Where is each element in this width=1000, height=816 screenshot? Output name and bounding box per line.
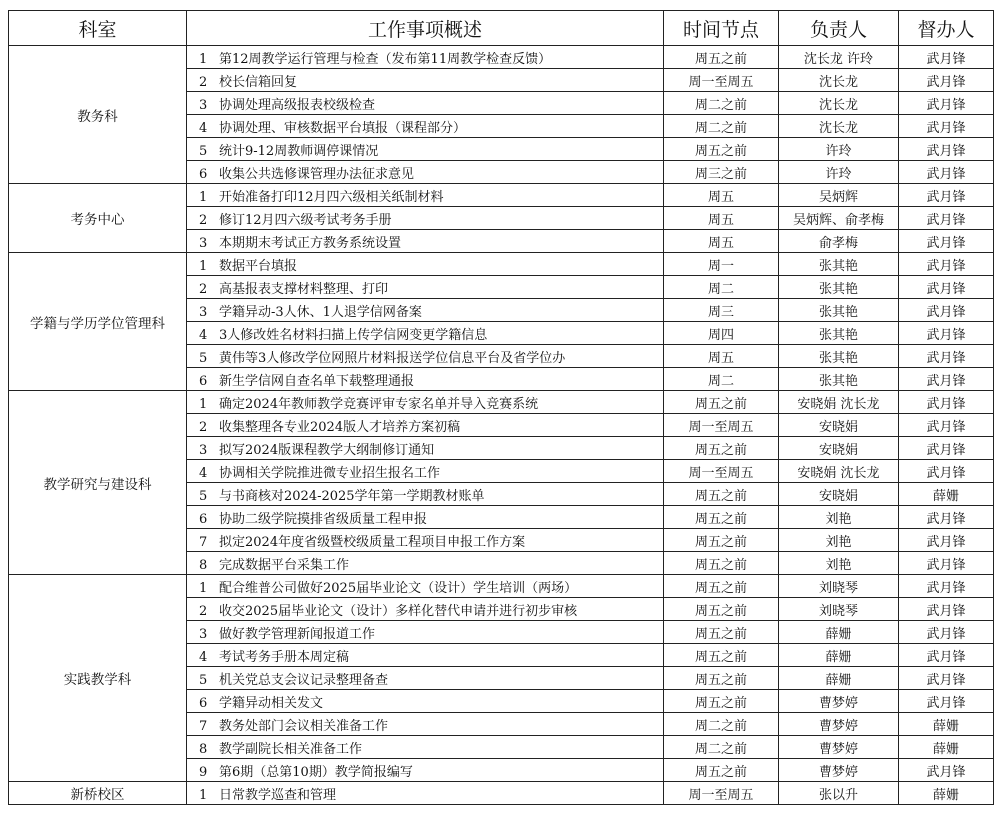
header-owner: 负责人: [779, 11, 899, 46]
task-cell: [187, 46, 664, 69]
owner-cell: 俞孝梅: [779, 230, 899, 253]
task-cell: [187, 667, 664, 690]
owner-cell: 张其艳: [779, 299, 899, 322]
department-cell: 考务中心: [9, 184, 187, 253]
supervisor-cell: 武月锋: [899, 345, 994, 368]
time-cell: 周一至周五: [664, 414, 779, 437]
supervisor-cell: 武月锋: [899, 644, 994, 667]
task-cell: [187, 69, 664, 92]
supervisor-cell: 薛姗: [899, 782, 994, 805]
task-text: 黄伟等3人修改学位网照片材料报送学位信息平台及省学位办: [219, 350, 566, 366]
supervisor-cell: 武月锋: [899, 276, 994, 299]
task-cell: [187, 437, 664, 460]
time-cell: 周五: [664, 345, 779, 368]
task-cell: [187, 138, 664, 161]
task-number: 1: [199, 396, 208, 412]
time-cell: 周五之前: [664, 644, 779, 667]
owner-cell: 许玲: [779, 161, 899, 184]
supervisor-cell: 武月锋: [899, 506, 994, 529]
owner-cell: 刘晓琴: [779, 598, 899, 621]
owner-cell: 安晓娟 沈长龙: [779, 460, 899, 483]
supervisor-cell: 武月锋: [899, 46, 994, 69]
header-supervisor: 督办人: [899, 11, 994, 46]
time-cell: 周五之前: [664, 506, 779, 529]
time-cell: 周五之前: [664, 690, 779, 713]
owner-cell: 许玲: [779, 138, 899, 161]
time-cell: 周五之前: [664, 391, 779, 414]
task-number: 8: [199, 557, 208, 573]
time-cell: 周一: [664, 253, 779, 276]
supervisor-cell: 武月锋: [899, 299, 994, 322]
task-text: 完成数据平台采集工作: [219, 557, 350, 573]
task-number: 2: [199, 212, 208, 228]
owner-cell: 吴炳辉: [779, 184, 899, 207]
task-number: 2: [199, 74, 208, 90]
task-cell: [187, 690, 664, 713]
task-text: 教务处部门会议相关准备工作: [219, 718, 389, 734]
time-cell: 周五之前: [664, 598, 779, 621]
task-text: 学籍异动相关发文: [219, 695, 324, 711]
owner-cell: 张其艳: [779, 322, 899, 345]
task-text: 校长信箱回复: [219, 74, 298, 90]
time-cell: 周二之前: [664, 713, 779, 736]
table-row: [9, 253, 994, 276]
owner-cell: 沈长龙: [779, 92, 899, 115]
task-cell: [187, 322, 664, 345]
task-cell: [187, 414, 664, 437]
task-cell: [187, 598, 664, 621]
supervisor-cell: 武月锋: [899, 414, 994, 437]
table-row: [9, 391, 994, 414]
task-number: 1: [199, 580, 208, 596]
task-cell: [187, 115, 664, 138]
owner-cell: 安晓娟: [779, 414, 899, 437]
task-number: 1: [199, 51, 208, 67]
table-row: [9, 575, 994, 598]
task-text: 拟定2024年度省级暨校级质量工程项目申报工作方案: [219, 534, 526, 550]
task-number: 5: [199, 672, 208, 688]
supervisor-cell: 武月锋: [899, 230, 994, 253]
owner-cell: 薛姗: [779, 667, 899, 690]
task-text: 协调相关学院推进微专业招生报名工作: [219, 465, 441, 481]
supervisor-cell: 武月锋: [899, 621, 994, 644]
task-number: 9: [199, 764, 208, 780]
task-text: 与书商核对2024-2025学年第一学期教材账单: [219, 488, 485, 504]
task-text: 协助二级学院摸排省级质量工程申报: [219, 511, 428, 527]
time-cell: 周五之前: [664, 759, 779, 782]
owner-cell: 张其艳: [779, 253, 899, 276]
task-number: 1: [199, 258, 208, 274]
owner-cell: 刘晓琴: [779, 575, 899, 598]
task-text: 考试考务手册本周定稿: [219, 649, 350, 665]
supervisor-cell: 武月锋: [899, 575, 994, 598]
owner-cell: 张以升: [779, 782, 899, 805]
task-cell: [187, 529, 664, 552]
task-number: 3: [199, 235, 208, 251]
owner-cell: 刘艳: [779, 529, 899, 552]
task-text: 本期期末考试正方教务系统设置: [219, 235, 402, 251]
supervisor-cell: 武月锋: [899, 759, 994, 782]
task-cell: [187, 736, 664, 759]
owner-cell: 沈长龙: [779, 69, 899, 92]
header-dept: 科室: [9, 11, 187, 46]
task-number: 4: [199, 120, 208, 136]
task-number: 2: [199, 419, 208, 435]
owner-cell: 沈长龙 许玲: [779, 46, 899, 69]
task-number: 5: [199, 488, 208, 504]
time-cell: 周二: [664, 368, 779, 391]
time-cell: 周五: [664, 230, 779, 253]
supervisor-cell: 薛姗: [899, 736, 994, 759]
task-number: 4: [199, 327, 208, 343]
owner-cell: 曹梦婷: [779, 736, 899, 759]
task-cell: [187, 345, 664, 368]
task-text: 日常教学巡查和管理: [219, 787, 337, 803]
task-text: 收交2025届毕业论文（设计）多样化替代申请并进行初步审核: [219, 603, 578, 619]
time-cell: 周一至周五: [664, 460, 779, 483]
task-text: 第6期（总第10期）教学简报编写: [219, 764, 413, 780]
supervisor-cell: 武月锋: [899, 460, 994, 483]
task-cell: [187, 782, 664, 805]
task-cell: [187, 184, 664, 207]
task-text: 第12周教学运行管理与检查（发布第11周教学检查反馈）: [219, 51, 552, 67]
task-number: 6: [199, 511, 208, 527]
supervisor-cell: 武月锋: [899, 391, 994, 414]
task-number: 6: [199, 695, 208, 711]
supervisor-cell: 武月锋: [899, 253, 994, 276]
time-cell: 周五之前: [664, 138, 779, 161]
task-text: 新生学信网自查名单下载整理通报: [219, 373, 415, 389]
supervisor-cell: 武月锋: [899, 529, 994, 552]
owner-cell: 曹梦婷: [779, 713, 899, 736]
task-number: 3: [199, 304, 208, 320]
task-cell: [187, 276, 664, 299]
owner-cell: 刘艳: [779, 506, 899, 529]
task-number: 5: [199, 143, 208, 159]
supervisor-cell: 武月锋: [899, 690, 994, 713]
task-text: 高基报表支撑材料整理、打印: [219, 281, 389, 297]
work-schedule-table: [8, 10, 994, 805]
task-number: 4: [199, 465, 208, 481]
owner-cell: 安晓娟 沈长龙: [779, 391, 899, 414]
owner-cell: 张其艳: [779, 276, 899, 299]
task-text: 机关党总支会议记录整理备查: [219, 672, 389, 688]
table-body: [9, 46, 994, 805]
table-row: [9, 184, 994, 207]
time-cell: 周一至周五: [664, 69, 779, 92]
time-cell: 周五之前: [664, 552, 779, 575]
task-text: 开始准备打印12月四六级相关纸制材料: [219, 189, 444, 205]
supervisor-cell: 武月锋: [899, 437, 994, 460]
task-text: 数据平台填报: [219, 258, 298, 274]
time-cell: 周五: [664, 207, 779, 230]
task-number: 7: [199, 534, 208, 550]
time-cell: 周二之前: [664, 736, 779, 759]
task-cell: [187, 207, 664, 230]
task-cell: [187, 644, 664, 667]
task-number: 1: [199, 189, 208, 205]
task-number: 3: [199, 626, 208, 642]
supervisor-cell: 武月锋: [899, 322, 994, 345]
supervisor-cell: 武月锋: [899, 138, 994, 161]
department-cell: 学籍与学历学位管理科: [9, 253, 187, 391]
task-text: 修订12月四六级考试考务手册: [219, 212, 392, 228]
task-text: 学籍异动-3人休、1人退学信网备案: [219, 304, 422, 320]
supervisor-cell: 武月锋: [899, 207, 994, 230]
time-cell: 周五: [664, 184, 779, 207]
task-text: 协调处理高级报表校级检查: [219, 97, 376, 113]
task-number: 3: [199, 442, 208, 458]
task-cell: [187, 759, 664, 782]
header-task: 工作事项概述: [187, 11, 664, 46]
task-number: 3: [199, 97, 208, 113]
time-cell: 周五之前: [664, 437, 779, 460]
task-cell: [187, 575, 664, 598]
supervisor-cell: 武月锋: [899, 368, 994, 391]
task-number: 6: [199, 373, 208, 389]
owner-cell: 张其艳: [779, 345, 899, 368]
task-cell: [187, 552, 664, 575]
task-cell: [187, 368, 664, 391]
owner-cell: 沈长龙: [779, 115, 899, 138]
task-number: 5: [199, 350, 208, 366]
department-cell: 实践教学科: [9, 575, 187, 782]
task-text: 统计9-12周教师调停课情况: [219, 143, 379, 159]
supervisor-cell: 武月锋: [899, 92, 994, 115]
task-number: 2: [199, 281, 208, 297]
owner-cell: 吴炳辉、俞孝梅: [779, 207, 899, 230]
time-cell: 周五之前: [664, 46, 779, 69]
supervisor-cell: 武月锋: [899, 115, 994, 138]
task-text: 收集整理各专业2024版人才培养方案初稿: [219, 419, 461, 435]
task-text: 拟写2024版课程教学大纲制修订通知: [219, 442, 435, 458]
owner-cell: 张其艳: [779, 368, 899, 391]
task-cell: [187, 253, 664, 276]
owner-cell: 薛姗: [779, 644, 899, 667]
supervisor-cell: 薛姗: [899, 713, 994, 736]
task-text: 做好教学管理新闻报道工作: [219, 626, 376, 642]
department-cell: 新桥校区: [9, 782, 187, 805]
task-number: 7: [199, 718, 208, 734]
supervisor-cell: 武月锋: [899, 184, 994, 207]
task-cell: [187, 92, 664, 115]
owner-cell: 薛姗: [779, 621, 899, 644]
task-text: 教学副院长相关准备工作: [219, 741, 363, 757]
time-cell: 周五之前: [664, 529, 779, 552]
task-number: 8: [199, 741, 208, 757]
owner-cell: 刘艳: [779, 552, 899, 575]
task-text: 协调处理、审核数据平台填报（课程部分）: [219, 120, 467, 136]
task-text: 配合维普公司做好2025届毕业论文（设计）学生培训（两场）: [219, 580, 578, 596]
table-header: [9, 11, 994, 46]
supervisor-cell: 武月锋: [899, 69, 994, 92]
task-number: 4: [199, 649, 208, 665]
task-text: 确定2024年教师教学竞赛评审专家名单并导入竞赛系统: [219, 396, 539, 412]
time-cell: 周四: [664, 322, 779, 345]
task-cell: [187, 506, 664, 529]
owner-cell: 安晓娟: [779, 437, 899, 460]
task-cell: [187, 621, 664, 644]
time-cell: 周三: [664, 299, 779, 322]
task-cell: [187, 299, 664, 322]
supervisor-cell: 武月锋: [899, 667, 994, 690]
supervisor-cell: 武月锋: [899, 161, 994, 184]
task-cell: [187, 230, 664, 253]
department-cell: 教务科: [9, 46, 187, 184]
task-number: 6: [199, 166, 208, 182]
task-cell: [187, 391, 664, 414]
task-cell: [187, 713, 664, 736]
header-time: 时间节点: [664, 11, 779, 46]
time-cell: 周五之前: [664, 575, 779, 598]
time-cell: 周二之前: [664, 115, 779, 138]
time-cell: 周二之前: [664, 92, 779, 115]
time-cell: 周五之前: [664, 483, 779, 506]
task-number: 2: [199, 603, 208, 619]
table-row: [9, 782, 994, 805]
department-cell: 教学研究与建设科: [9, 391, 187, 575]
supervisor-cell: 薛姗: [899, 483, 994, 506]
task-cell: [187, 483, 664, 506]
task-number: 1: [199, 787, 208, 803]
supervisor-cell: 武月锋: [899, 598, 994, 621]
table-row: [9, 46, 994, 69]
time-cell: 周一至周五: [664, 782, 779, 805]
time-cell: 周五之前: [664, 621, 779, 644]
task-text: 3人修改姓名材料扫描上传学信网变更学籍信息: [219, 327, 488, 343]
task-cell: [187, 460, 664, 483]
time-cell: 周三之前: [664, 161, 779, 184]
task-cell: [187, 161, 664, 184]
time-cell: 周二: [664, 276, 779, 299]
owner-cell: 安晓娟: [779, 483, 899, 506]
owner-cell: 曹梦婷: [779, 690, 899, 713]
time-cell: 周五之前: [664, 667, 779, 690]
owner-cell: 曹梦婷: [779, 759, 899, 782]
supervisor-cell: 武月锋: [899, 552, 994, 575]
task-text: 收集公共选修课管理办法征求意见: [219, 166, 415, 182]
